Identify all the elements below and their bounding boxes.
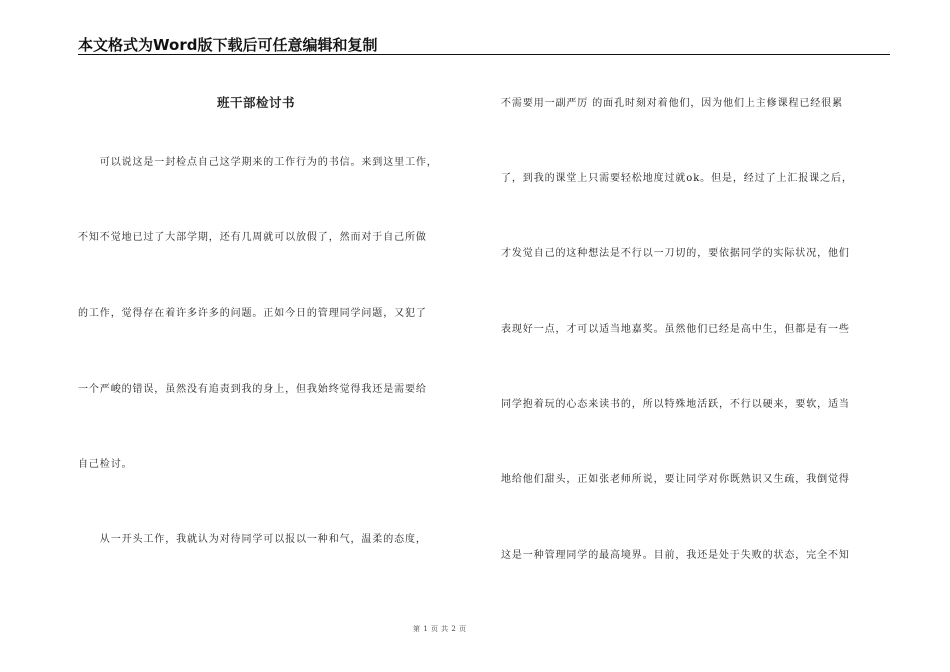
document-title: 班干部检讨书	[217, 95, 296, 110]
paragraph-line: 一个严峻的错误，虽然没有追责到我的身上，但我始终觉得我还是需要给	[78, 384, 427, 395]
page-number: 第 1 页 共 2 页	[413, 625, 467, 633]
paragraph-line: 不知不觉地已过了大部学期，还有几周就可以放假了，然而对于自己所做	[78, 232, 427, 243]
paragraph-line: 从一开头工作，我就认为对待同学可以报以一种和气，温柔的态度，	[78, 534, 427, 545]
paragraph-line: 不需要用一副严厉 的面孔时刻对着他们，因为他们上主修课程已经很累	[501, 98, 843, 109]
header-divider	[78, 54, 890, 55]
paragraph-line: 的工作，觉得存在着许多许多的问题。正如今日的管理同学问题，又犯了	[78, 308, 427, 319]
paragraph-line: 了，到我的课堂上只需要轻松地度过就ok。但是，经过了上汇报课之后，	[501, 173, 853, 184]
paragraph-line: 自己检讨。	[78, 459, 133, 470]
paragraph-line: 表现好一点，才可以适当地嘉奖。虽然他们已经是高中生，但都是有一些	[501, 324, 850, 335]
paragraph-line: 同学抱着玩的心态来读书的，所以特殊地活跃，不行以硬来，要软，适当	[501, 399, 850, 410]
paragraph-line: 可以说这是一封检点自己这学期来的工作行为的书信。来到这里工作，	[78, 157, 438, 168]
paragraph-line: 地给他们甜头，正如张老师所说，要让同学对你既熟识又生疏，我倒觉得	[501, 474, 850, 485]
paragraph-line: 才发觉自己的这种想法是不行以一刀切的，要依据同学的实际状况，他们	[501, 248, 850, 259]
paragraph-line: 这是一种管理同学的最高境界。目前，我还是处于失败的状态，完全不知	[501, 550, 850, 561]
download-banner-text: 本文格式为Word版下载后可任意编辑和复制	[78, 36, 378, 54]
